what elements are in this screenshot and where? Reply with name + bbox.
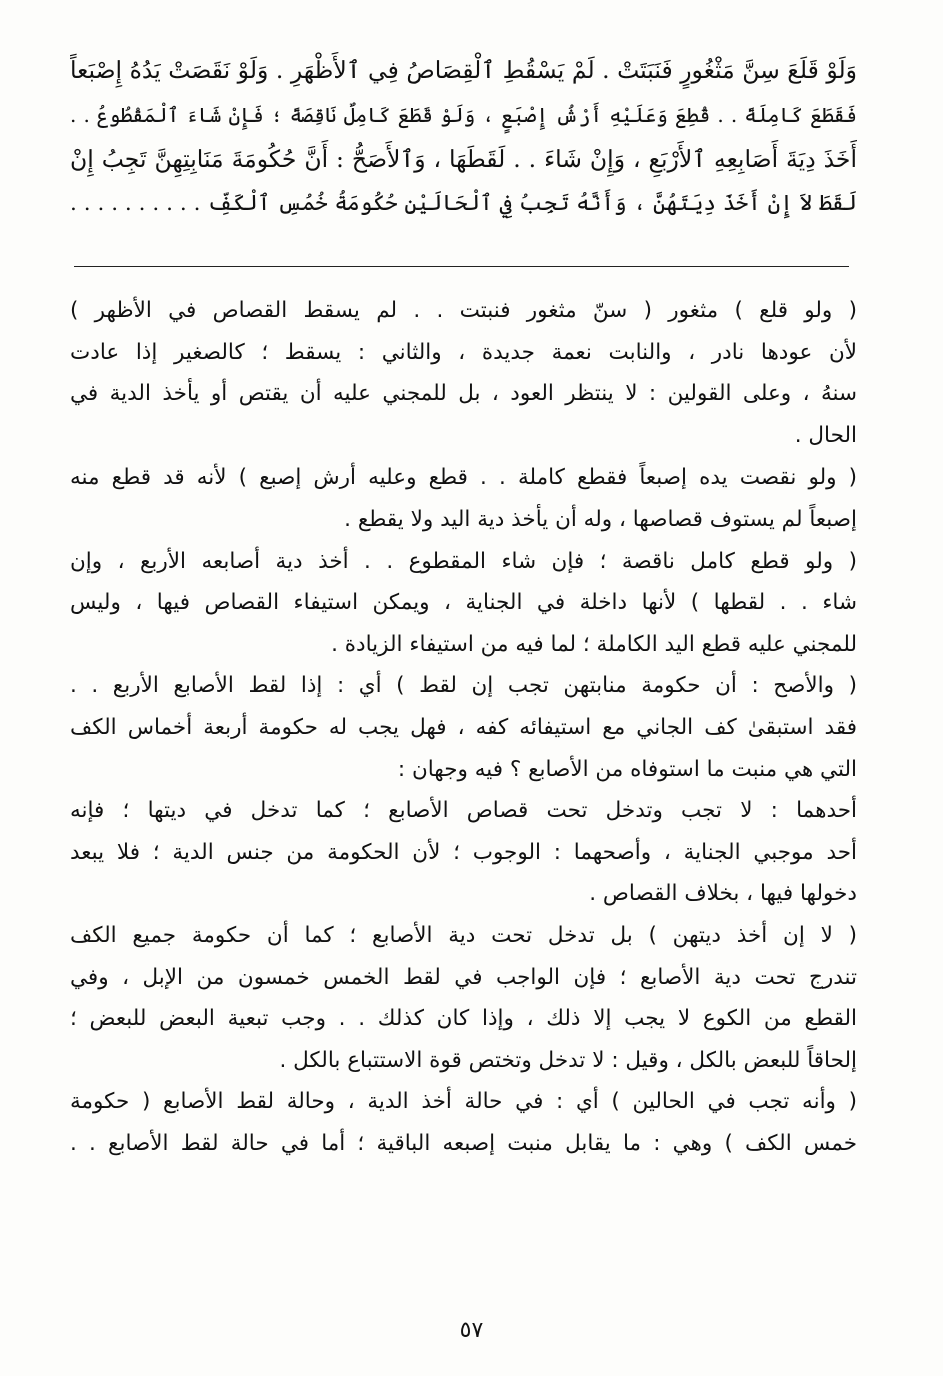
sharh-line: فقد استبقىٰ كف الجاني مع استيفائه كفه ، فهل يجب له حكومة أربعة أخماس الكف [70, 714, 857, 740]
sharh-line: خمس الكف ) وهي : ما يقابل منبت إصبعه الباقية ؛ أما في حالة لقط الأصابع . . [70, 1130, 857, 1156]
sharh-line: أحدهما : لا تجب وتدخل تحت قصاص الأصابع ؛ كما تدخل في ديتها ؛ فإنه [70, 798, 857, 824]
sharh-line: شاء . . لقطها ) لأنها داخلة في الجناية ، ويمكن استيفاء القصاص فيها ، وليس [70, 590, 857, 616]
sharh-line: دخولها فيها ، بخلاف القصاص . [589, 881, 857, 907]
page-number: ٥٧ [459, 1318, 484, 1343]
sharh-line: إلحاقاً للبعض بالكل ، وقيل : لا تدخل وتختص قوة الاستتباع بالكل . [279, 1047, 857, 1073]
sharh-line: إصبعاً لم يستوف قصاصها ، وله أن يأخذ دية اليد ولا يقطع . [344, 506, 857, 532]
matn-line: أَخَذَ دِيَةَ أَصَابِعِهِ ٱلأَرْبَعِ ، وَإِنْ شَاءَ . . لَقَطَهَا ، وَٱلأَصَحُّ : أَنَّ حُكُومَةَ مَنَابِتِهِنَّ تَجِبُ إِنْ [70, 145, 857, 173]
sharh-line: ( وأنه تجب في الحالين ) أي : في حالة أخذ الدية ، وحالة لقط الأصابع ( حكومة [70, 1089, 857, 1115]
sharh-line: ( ولو قطع كامل ناقصة ؛ فإن شاء المقطوع . . أخذ دية أصابعه الأربع ، وإن [70, 548, 857, 574]
sharh-line: تندرج تحت دية الأصابع ؛ فإن الواجب في لقط الخمس خمسون من الإبل ، وفي [70, 964, 857, 990]
sharh-line: سنهُ ، وعلى القولين : لا ينتظر العود ، بل للمجني عليه أن يقتص أو يأخذ الدية في [70, 381, 857, 407]
sharh-line: أحد موجبي الجناية ، وأصحهما : الوجوب ؛ لأن الحكومة من جنس الدية ؛ فلا يبعد [70, 839, 857, 865]
matn-text-block [70, 48, 857, 226]
sharh-line: ( والأصح : أن حكومة منابتهن تجب إن لقط ) أي : إذا لقط الأصابع الأربع . . [70, 673, 857, 699]
matn-line: فَقَطَعَ كَامِلَةً . . قُطِعَ وَعَلَيْهِ أَرْشُ إِصْبَعٍ ، وَلَوْ قَطَعَ كَامِلٌ نَاقِصَةً ؛ فَإِنْ شَاءَ ٱلْمَقْطُوعُ . . [70, 102, 857, 127]
sharh-line: ( لا إن أخذ ديتهن ) بل تدخل تحت دية الأصابع ؛ كما أن حكومة جميع الكف [70, 922, 857, 948]
sharh-line: لأن عودها نادر ، والنابت نعمة جديدة ، والثاني : يسقط ؛ كالصغير إذا عادت [70, 339, 857, 365]
matn-line: لَقَطَ لاَ إِنْ أَخَذَ دِيَتَهُنَّ ، وَأَنَّهُ تَجِبُ فِي ٱلْحَالَيْنِ حُكُومَةُ خُمُسِ ٱلْكَفِّ . . . . . . . . . . [70, 190, 857, 216]
sharh-line: التي هي منبت ما استوفاه من الأصابع ؟ فيه وجهان : [397, 756, 857, 782]
sharh-line: ( ولو قلع ) مثغور ( سنّ مثغور فنبتت . . لم يسقط القصاص في الأظهر ) [70, 298, 857, 323]
sharh-line: للمجني عليه قطع اليد الكاملة ؛ لما فيه من استيفاء الزيادة . [331, 631, 857, 657]
matn-line: وَلَوْ قَلَعَ سِنَّ مَثْغُورٍ فَنَبَتَتْ . لَمْ يَسْقُطِ ٱلْقِصَاصُ فِي ٱلأَظْهَرِ . وَلَوْ نَقَصَتْ يَدُهُ إِصْبَعاً [70, 56, 857, 84]
sharh-line: القطع من الكوع لا يجب إلا ذلك ، وإذا كان كذلك . . وجب تبعية البعض للبعض ؛ [70, 1006, 857, 1032]
sharh-commentary-block [70, 290, 857, 1164]
sharh-line: ( ولو نقصت يده إصبعاً فقطع كاملة . . قطع وعليه أرش إصبع ) لأنه قد قطع منه [70, 465, 857, 491]
sharh-line: الحال . [794, 422, 857, 448]
separator-rule [74, 266, 849, 267]
